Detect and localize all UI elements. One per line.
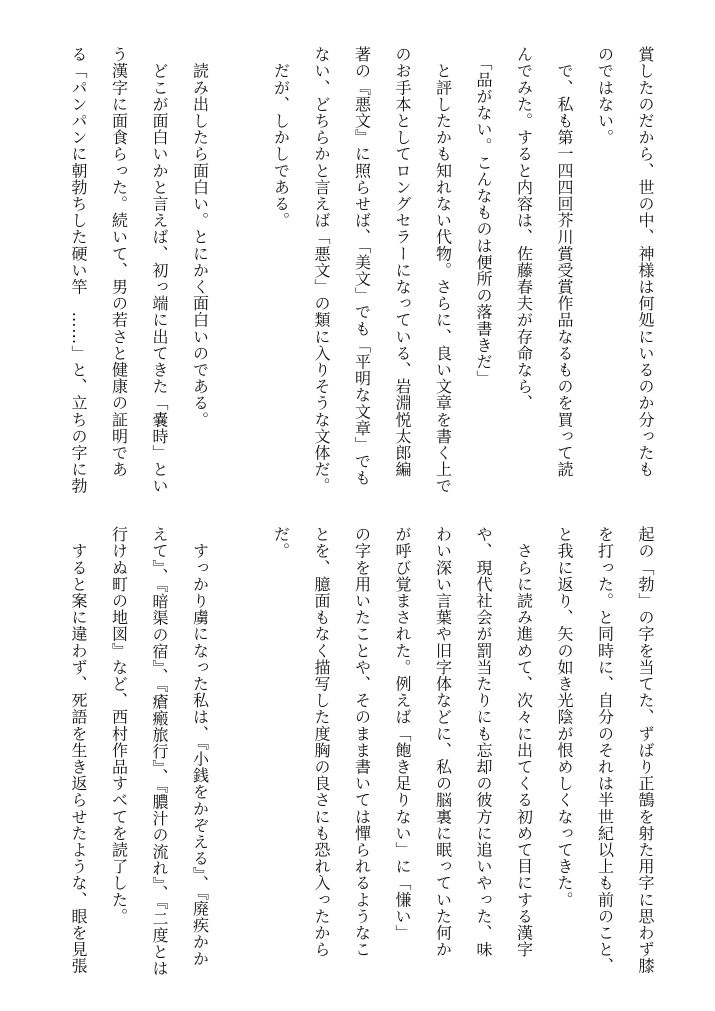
text-line: や、現代社会が罰当たりにも忘却の彼方に追いやった、味 (474, 526, 493, 958)
text-line: んでみた。すると内容は、佐藤春夫が存命なら、 (514, 46, 534, 412)
text-line: 読み出したら面白い。とにかく面白いのである。 (190, 46, 210, 428)
text-line: を打った。と同時に、自分のそれは半世紀以上も前のこと、 (595, 526, 615, 975)
text-line: すると案に違わず、死語を生き返らせたような、眼を見張 (69, 526, 88, 975)
text-line: と評したかも知れない代物。さらに、良い文章を書く上で (433, 46, 453, 495)
text-line: 起の「勃」の字を当てた、ずばり正鵠を射た用字に思わず膝 (636, 526, 655, 975)
upper-text-block (58, 46, 666, 495)
text-line: とを、臆面もなく描写した度胸の良さにも恐れ入ったから (312, 526, 331, 958)
text-line: さらに読み進めて、次々に出てくる初めて目にする漢字 (514, 526, 534, 958)
text-line: 「品がない。こんなものは便所の落書きだ」 (474, 46, 493, 387)
text-line: 賞したのだから、世の中、神様は何処にいるのか分ったも (636, 46, 655, 478)
text-line: う漢字に面食らった。続いて、男の若さと健康の証明であ (109, 46, 129, 478)
lower-text-block (58, 526, 666, 976)
text-line: が呼び覚まされた。例えば「飽き足りない」に「慊い」 (393, 526, 412, 941)
text-line: すっかり虜になった私は、『小銭をかぞえる』、『廃疾かか (190, 526, 210, 967)
text-line: えて』、『暗渠の宿』、『瘡瘢旅行』、『膿汁の流れ』、『二度とは (150, 526, 169, 977)
text-line: 著の『悪文』に照らせば、「美文」でも「平明な文章」でも (352, 46, 372, 487)
text-line: の字を用いたことや、そのまま書いては憚られるようなこ (352, 526, 372, 958)
text-line: だ。 (271, 526, 291, 560)
text-line: のではない。 (595, 46, 615, 146)
text-line: 行けぬ町の地図』など、西村作品すべてを読了した。 (109, 526, 129, 925)
text-line: る「パンパンに朝勃ちした硬い竿 ……」と、立ちの字に勃 (69, 46, 88, 495)
text-line: で、私も第一四四回芥川賞受賞作品なるものを買って読 (555, 46, 574, 478)
text-line: だが、しかしである。 (271, 46, 291, 229)
text-line: と我に返り、矢の如き光陰が恨めしくなってきた。 (555, 526, 574, 908)
text-line: のお手本としてロングセラーになっている、岩淵悦太郎編 (393, 46, 412, 478)
text-line: わい深い言葉や旧字体などに、私の脳裏に眠っていた何か (433, 526, 453, 958)
text-line: どこが面白いかと言えば、初っ端に出てきた「嚢時」とい (150, 46, 169, 495)
text-line: ない、どちらかと言えば「悪文」の類に入りそうな文体だ。 (312, 46, 331, 495)
blank-line (220, 526, 261, 976)
blank-line (220, 46, 261, 486)
